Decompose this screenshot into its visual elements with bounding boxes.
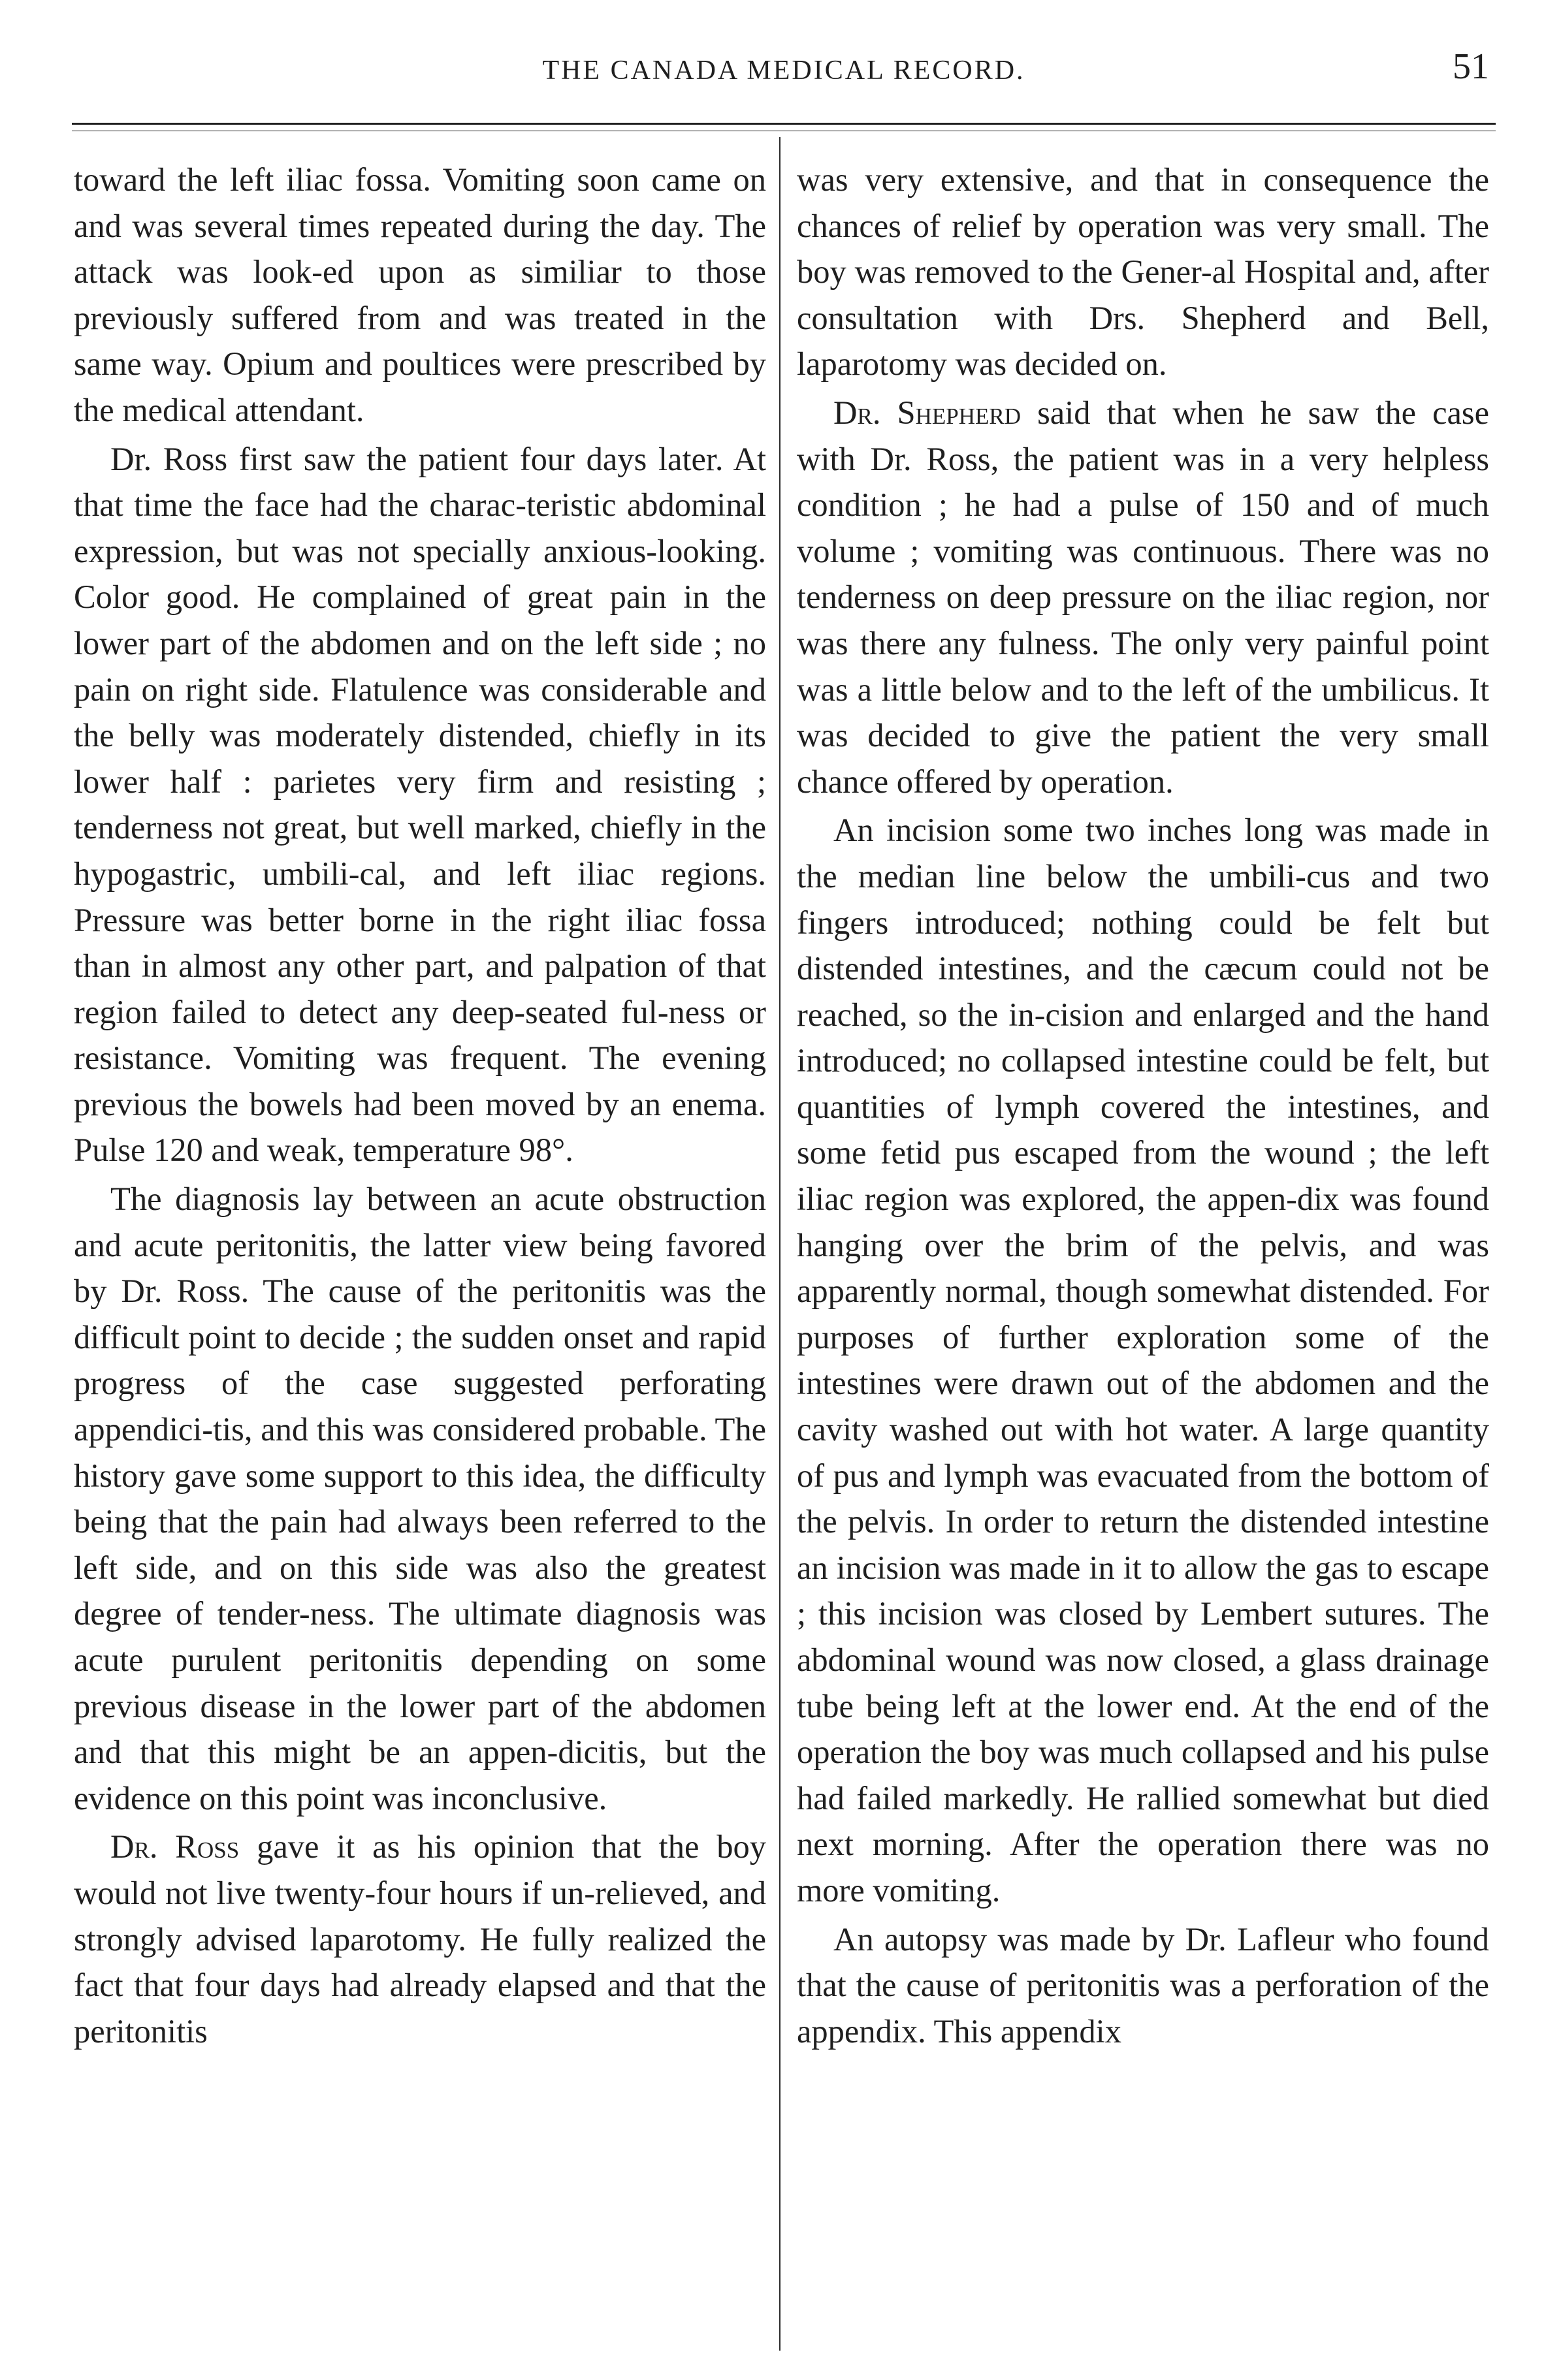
paragraph: was very extensive, and that in consequence the chances of relief by operation was very small. The boy was removed to the Gener-al Hospital and, after consultation with Drs. Shepherd and Bell, laparotomy was decided on. [797, 161, 1489, 383]
running-head [72, 46, 1496, 98]
column-divider [779, 137, 780, 2351]
page-number: 51 [1453, 46, 1489, 87]
paragraph-text: said that when he saw the case with Dr. Ross, the patient was in a very helpless condition ; he had a pulse of 150 and of much volume ; vomiting was continuous. There was no tenderness on deep pressure on the iliac region, nor was there any fulness. The only very painful point was a little below and to the left of the umbilicus. It was decided to give the patient the very small chance offered by operation. [797, 394, 1490, 800]
paragraph [74, 1824, 766, 2054]
paragraph: An incision some two inches long was made in the median line below the umbili-cus and two fingers introduced; nothing could be felt but distended intestines, and the cæcum could not be reached, so the in-cision and enlarged and the hand introduced; no collapsed intestine could be felt, but quantities of lymph covered the intestines, and some fetid pus escaped from the wound ; the left iliac region was explored, the appen-dix was found hanging over the brim of the pelvis, and was apparently normal, though somewhat distended. For purposes of further exploration some of the intestines were drawn out of the abdomen and the cavity washed out with hot water. A large quantity of pus and lymph was evacuated from the bottom of the pelvis. In order to return the distended intestine an incision was made in it to allow the gas to escape ; this incision was closed by Lembert sutures. The abdominal wound was now closed, a glass drainage tube being left at the lower end. At the end of the operation the boy was much collapsed and his pulse had failed markedly. He rallied somewhat but died next morning. After the operation there was no more vomiting. [797, 812, 1489, 1909]
paragraph [797, 390, 1489, 804]
running-title: THE CANADA MEDICAL RECORD. [542, 56, 1025, 86]
right-column [797, 157, 1489, 2057]
paragraph: toward the left iliac fossa. Vomiting soon came on and was several times repeated during the day. The attack was look-ed upon as similiar to those previously suffered from and was treated in the same way. Opium and poultices were prescribed by the medical attendant. [74, 161, 766, 428]
paragraph-text: gave it as his opinion that the boy would not live twenty-four hours if un-relieved, and strongly advised laparotomy. He fully realized the fact that four days had already elapsed and that the peritonitis [74, 1828, 766, 2050]
speaker-name: Dr. Shepherd [833, 394, 1022, 431]
speaker-name: Dr. Ross [110, 1828, 240, 1865]
left-column [74, 157, 766, 2057]
paragraph: The diagnosis lay between an acute obstruction and acute peritonitis, the latter view being favored by Dr. Ross. The cause of the peritonitis was the difficult point to decide ; the sudden onset and rapid progress of the case suggested perforating appendici-tis, and this was considered probable. The history gave some support to this idea, the difficulty being that the pain had always been referred to the left side, and on this side was also the greatest degree of tender-ness. The ultimate diagnosis was acute purulent peritonitis depending on some previous disease in the lower part of the abdomen and that this might be an appen-dicitis, but the evidence on this point was inconclusive. [74, 1181, 766, 1817]
header-rule [72, 123, 1496, 125]
paragraph: An autopsy was made by Dr. Lafleur who found that the cause of peritonitis was a perforation of the appendix. This appendix [797, 1920, 1489, 2050]
paragraph: Dr. Ross first saw the patient four days later. At that time the face had the charac-teristic abdominal expression, but was not specially anxious-looking. Color good. He complained of great pain in the lower part of the abdomen and on the left side ; no pain on right side. Flatulence was considerable and the belly was moderately distended, chiefly in its lower half : parietes very firm and resisting ; tenderness not great, but well marked, chiefly in the hypogastric, umbili-cal, and left iliac regions. Pressure was better borne in the right iliac fossa than in almost any other part, and palpation of that region failed to detect any deep-seated ful-ness or resistance. Vomiting was frequent. The evening previous the bowels had been moved by an enema. Pulse 120 and weak, temperature 98°. [74, 440, 766, 1169]
